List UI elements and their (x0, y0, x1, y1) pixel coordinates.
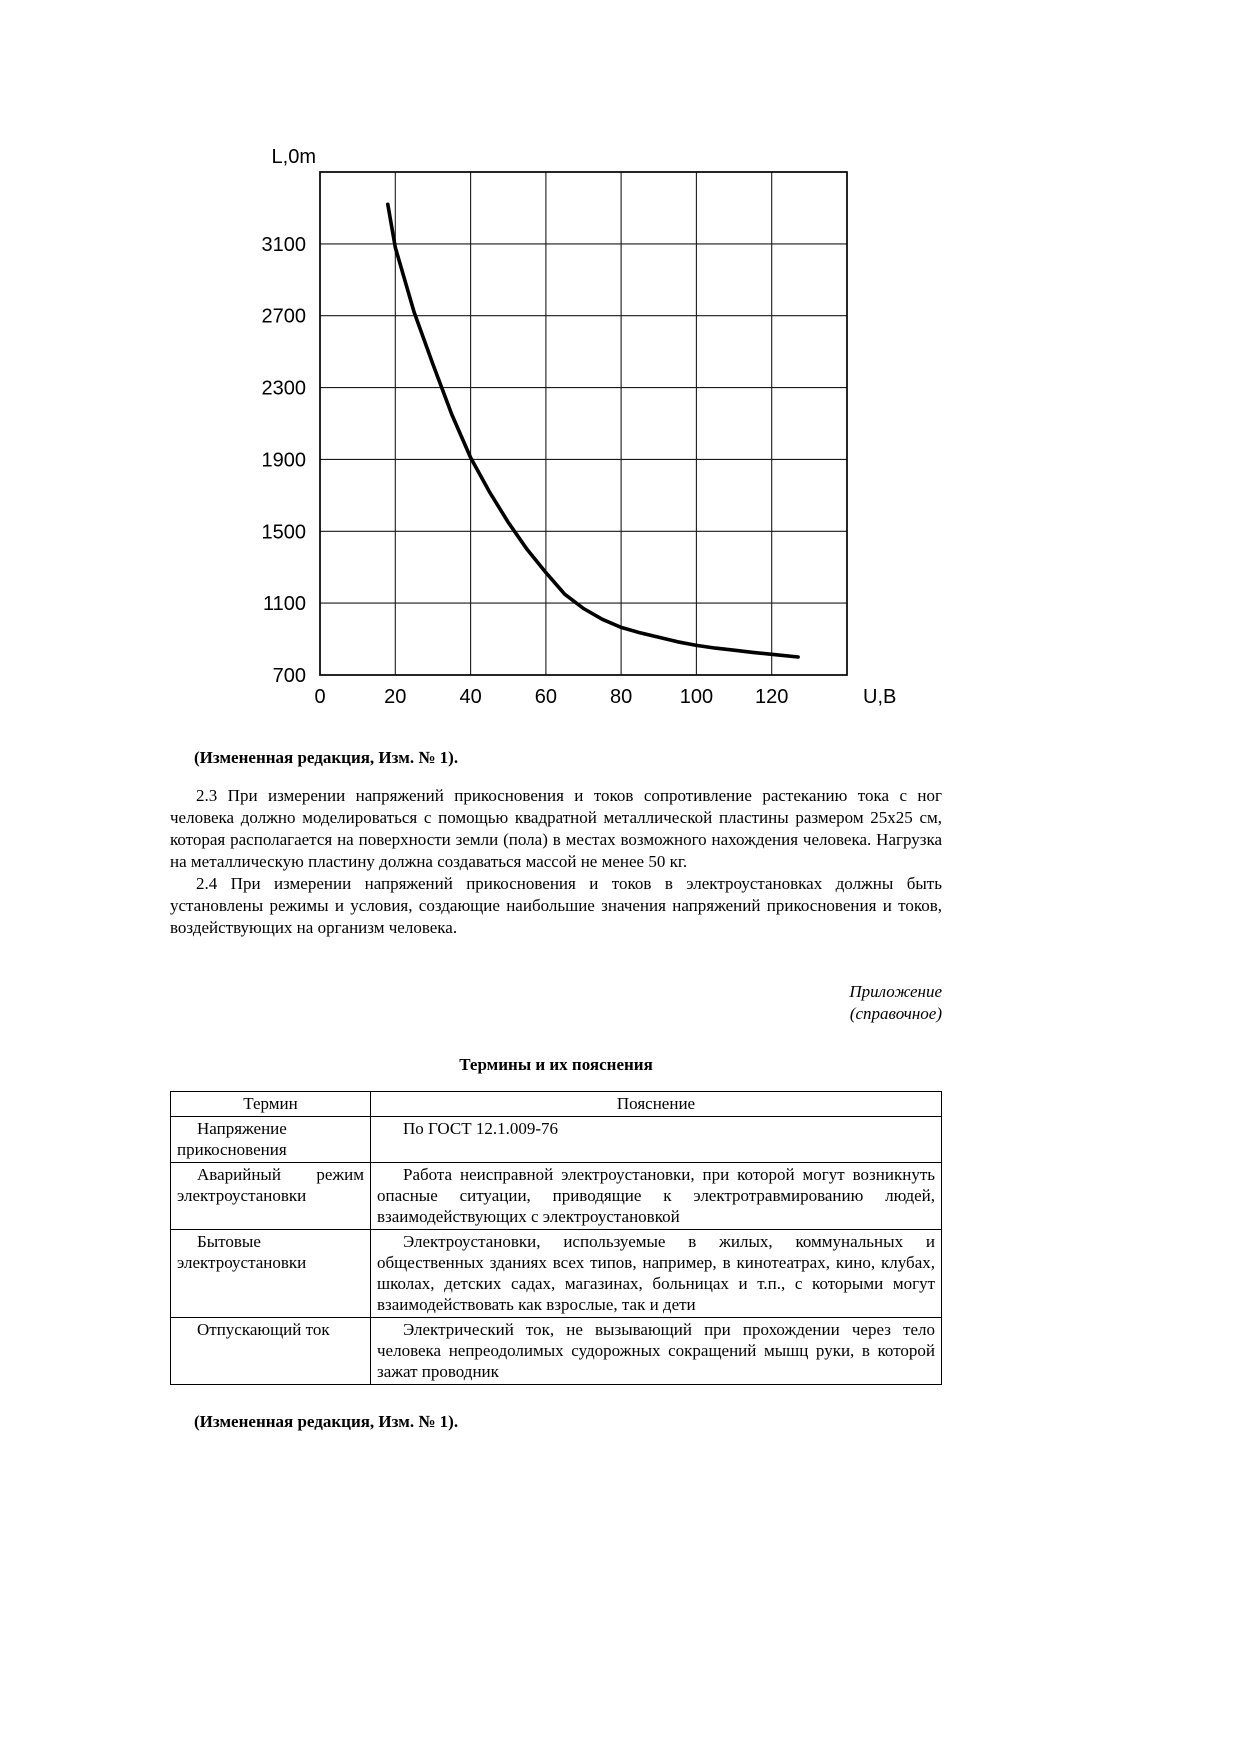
term-cell: Отпускающий ток (171, 1318, 371, 1385)
plot-border (320, 172, 847, 675)
column-header-explanation: Пояснение (371, 1092, 942, 1117)
appendix-subtitle: (справочное) (849, 1004, 942, 1023)
x-tick-label: 120 (755, 686, 789, 708)
x-tick-label: 60 (534, 686, 558, 708)
y-tick-label: 2700 (261, 305, 306, 328)
paragraph-2-3: 2.3 При измерении напряжений прикосновения и токов сопротивление растеканию тока с ног человека должно моделироваться с помощью квадратной металлической пластины размером 25х25 см, которая располагается на поверхности земли (пола) в местах возможного нахождения человека. Нагрузка на металлическую пластину должна создаваться массой не менее 50 кг. (170, 786, 942, 871)
y-tick-label: 1500 (261, 521, 306, 544)
explanation-cell: Электрический ток, не вызывающий при прохождении через тело человека непреодолимых судорожных сокращений мышц руки, в которой зажат проводник (371, 1318, 942, 1385)
revision-note-top: (Измененная редакция, Изм. № 1). (194, 748, 459, 767)
term-cell: Бытовые электроустановки (171, 1230, 371, 1318)
touch-voltage-chart (230, 148, 920, 723)
x-tick-label: 40 (459, 686, 482, 708)
x-tick-label: 0 (314, 686, 326, 708)
appendix-title: Приложение (849, 982, 942, 1001)
y-tick-label: 1900 (261, 449, 306, 472)
explanation-cell: Электроустановки, используемые в жилых, коммунальных и общественных зданиях всех типов, например, в кинотеатрах, кино, клубах, школах, детских садах, магазинах, больницах и т.п., с которыми могут взаимодействовать как взрослые, так и дети (371, 1230, 942, 1318)
y-tick-label: 1100 (262, 593, 306, 616)
explanation-cell: Работа неисправной электроустановки, при которой могут возникнуть опасные ситуации, приводящие к электротравмированию людей, взаимодействующих с электроустановкой (371, 1163, 942, 1230)
revision-note-bottom: (Измененная редакция, Изм. № 1). (194, 1412, 459, 1431)
x-tick-label: 100 (679, 686, 714, 708)
table-row (171, 1117, 942, 1163)
table-row (171, 1163, 942, 1230)
x-axis-label: U,B (863, 686, 897, 708)
x-tick-label: 80 (609, 686, 633, 708)
table-title: Термины и их пояснения (459, 1055, 653, 1074)
term-cell: Напряжение прикосновения (171, 1117, 371, 1163)
y-tick-label: 2300 (261, 377, 306, 400)
appendix-block (170, 981, 942, 1025)
y-tick-label: 3100 (261, 233, 306, 256)
resistance-voltage-chart (230, 148, 920, 723)
table-header-row (171, 1092, 942, 1117)
terms-table (170, 1091, 942, 1385)
x-tick-label: 20 (384, 686, 407, 708)
y-tick-label: 700 (272, 665, 306, 687)
resistance-curve (388, 204, 798, 657)
content-column (170, 0, 942, 1449)
explanation-cell: По ГОСТ 12.1.009-76 (371, 1117, 942, 1163)
y-axis-label: L,0m (271, 148, 316, 168)
paragraph-2-4: 2.4 При измерении напряжений прикосновения и токов в электроустановках должны быть установлены режимы и условия, создающие наибольшие значения напряжений прикосновения и токов, воздействующих на организм человека. (170, 874, 942, 937)
table-row (171, 1230, 942, 1318)
column-header-term: Термин (171, 1092, 371, 1117)
term-cell: Аварийный режим электроустановки (171, 1163, 371, 1230)
table-row (171, 1318, 942, 1385)
